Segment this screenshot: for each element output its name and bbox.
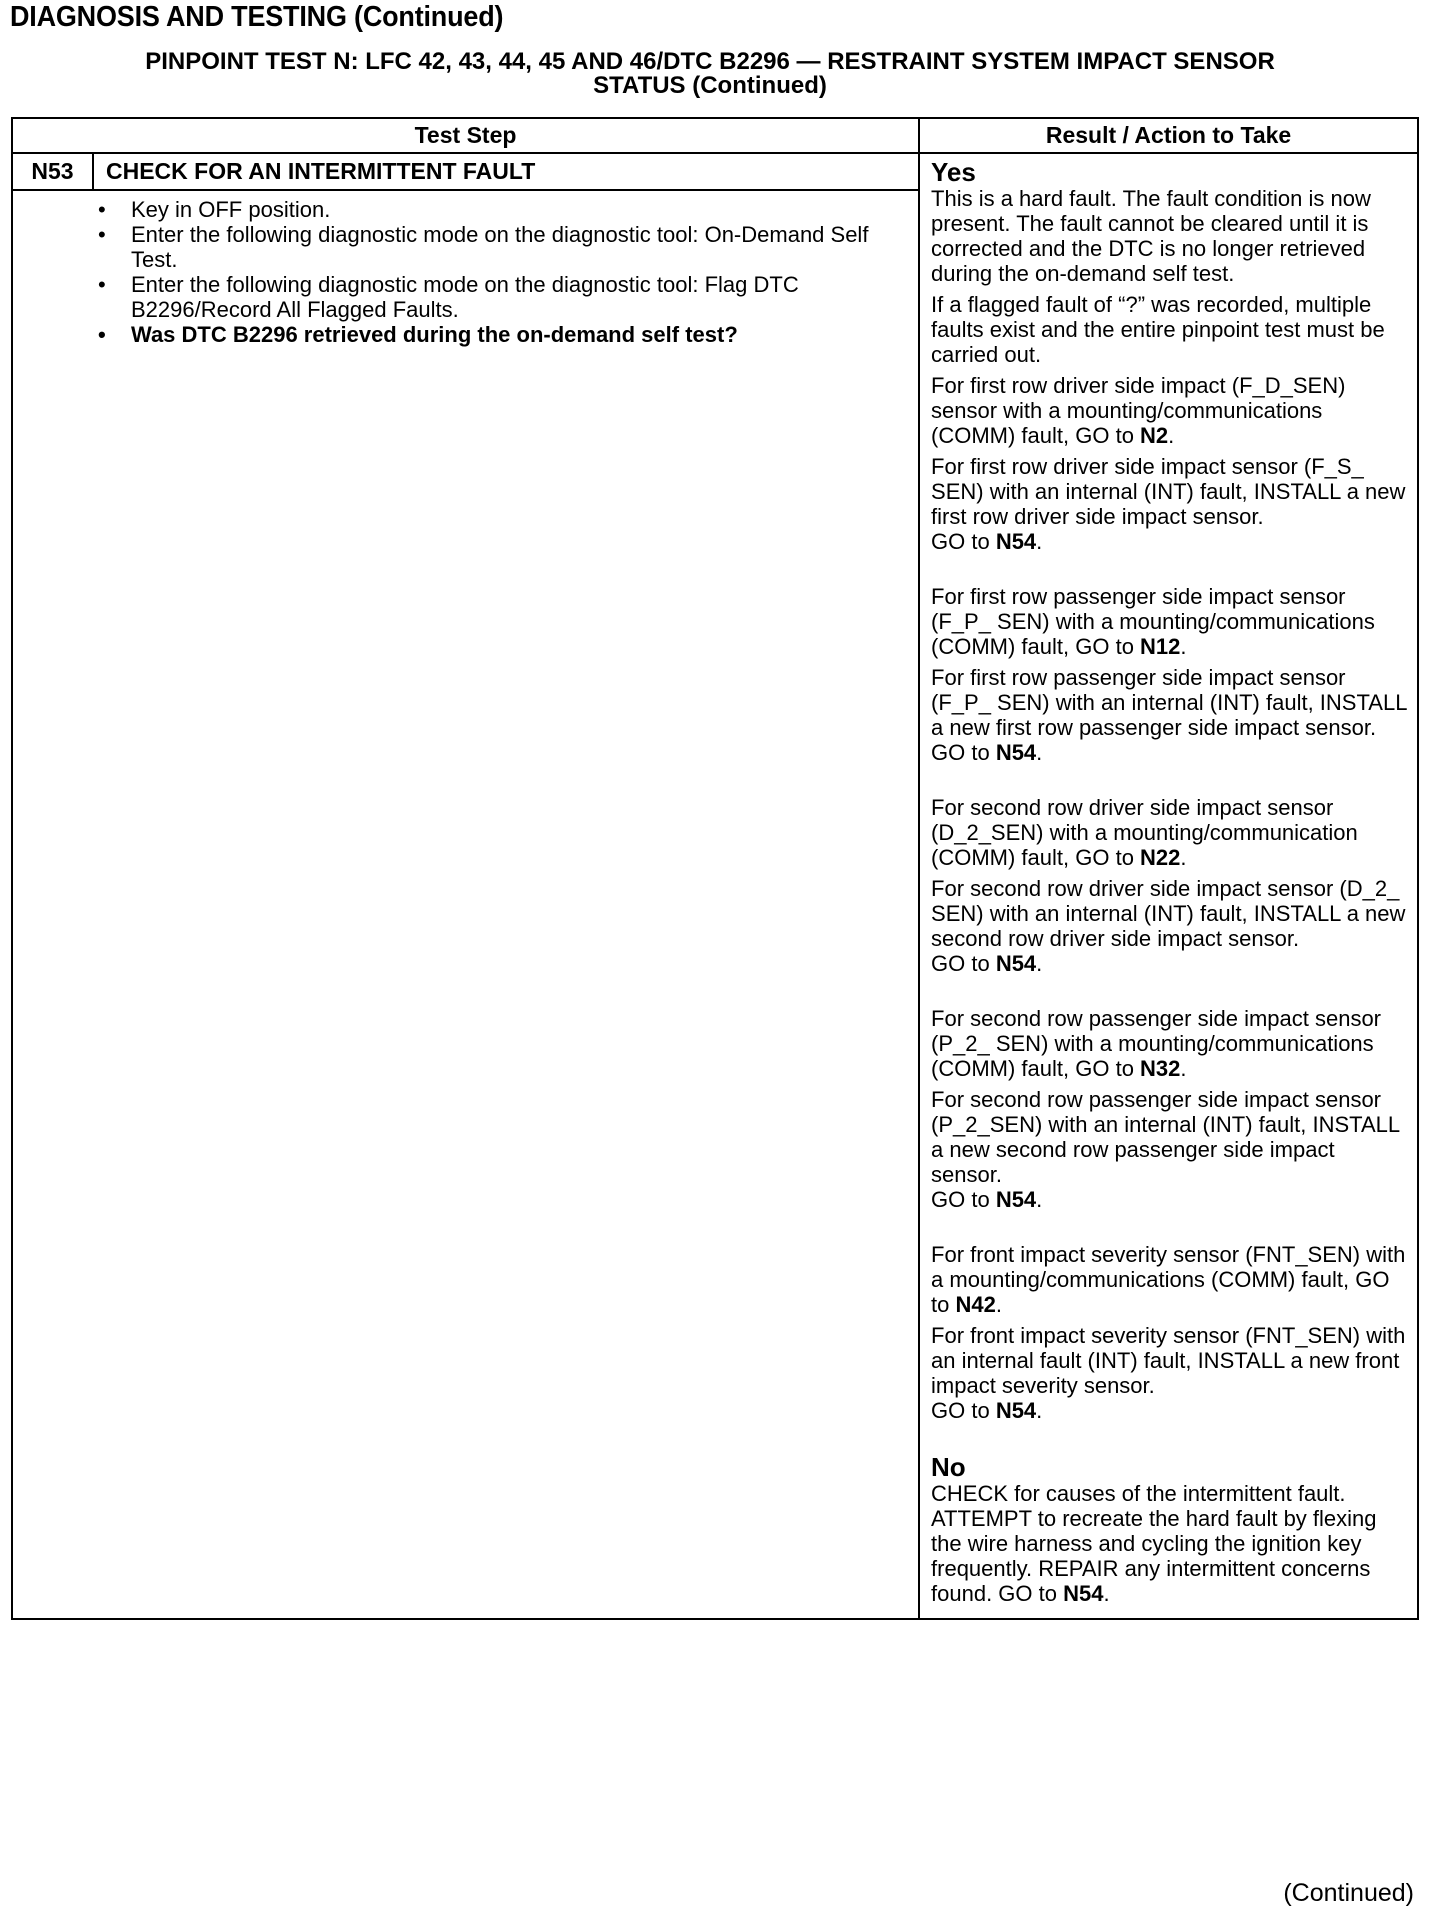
- goto-text: GO to: [931, 740, 996, 765]
- goto-text: GO to: [931, 1398, 996, 1423]
- yes-result-paragraph: [931, 1087, 1411, 1212]
- instruction-item: • Key in OFF position.: [93, 197, 908, 222]
- step-instructions: [93, 190, 919, 1619]
- yes-result-paragraph: [931, 1006, 1411, 1081]
- result-text: For front impact severity sensor (FNT_SEN) with a mounting/communications (COMM) fault, GO to: [931, 1242, 1406, 1317]
- step-reference: N54: [995, 1187, 1037, 1212]
- result-tail: .: [1180, 1056, 1187, 1081]
- step-reference: N54: [995, 740, 1037, 765]
- yes-results: [931, 186, 1411, 1423]
- step-reference: N54: [995, 1398, 1037, 1423]
- goto-text: GO to: [931, 951, 996, 976]
- instruction-question: • Was DTC B2296 retrieved during the on-demand self test?: [93, 322, 908, 347]
- result-cell: [919, 153, 1418, 1619]
- test-title-line1: PINPOINT TEST N: LFC 42, 43, 44, 45 AND 46/DTC B2296 — RESTRAINT SYSTEM IMPACT SENSOR: [145, 48, 1275, 75]
- result-tail: .: [1036, 1187, 1043, 1212]
- result-text: This is a hard fault. The fault condition is now present. The fault cannot be cleared until it is corrected and the DTC is no longer retrieved during the on-demand self test.: [931, 186, 1371, 286]
- step-reference: N12: [1140, 634, 1181, 659]
- pinpoint-test-title: [10, 50, 1410, 98]
- result-tail: .: [995, 1292, 1002, 1317]
- result-text: For second row passenger side impact sensor (P_2_SEN) with an internal (INT) fault, INSTALL a new second row passenger side impact sensor.: [931, 1087, 1400, 1187]
- result-text: For first row driver side impact sensor (F_S_ SEN) with an internal (INT) fault, INSTALL a new first row driver side impact sensor.: [931, 454, 1406, 529]
- test-title-line2: STATUS (Continued): [593, 72, 827, 99]
- yes-result-paragraph: [931, 292, 1411, 367]
- instruction-item: • Enter the following diagnostic mode on the diagnostic tool: Flag DTC B2296/Record All Flagged Faults.: [93, 272, 908, 322]
- yes-result-paragraph: [931, 186, 1411, 286]
- step-name: CHECK FOR AN INTERMITTENT FAULT: [93, 153, 919, 190]
- result-tail: .: [1036, 1398, 1043, 1423]
- step-reference: N2: [1140, 423, 1169, 448]
- step-reference: N54: [995, 529, 1037, 554]
- pinpoint-test-table: [11, 117, 1419, 1620]
- goto-text: GO to: [931, 1187, 996, 1212]
- header-result-action: Result / Action to Take: [919, 118, 1418, 153]
- result-text: For second row passenger side impact sensor (P_2_ SEN) with a mounting/communications (COMM) fault, GO to: [931, 1006, 1382, 1081]
- result-tail: .: [1168, 423, 1175, 448]
- page-heading: DIAGNOSIS AND TESTING (Continued): [10, 1, 504, 33]
- no-result-ref: N54: [1063, 1581, 1104, 1606]
- step-reference: N42: [955, 1292, 996, 1317]
- no-result-text: CHECK for causes of the intermittent fault. ATTEMPT to recreate the hard fault by flexing the wire harness and cycling the ignition key frequently. REPAIR any intermittent concerns found. GO to: [931, 1481, 1377, 1606]
- result-tail: .: [1036, 740, 1043, 765]
- instruction-list: [93, 197, 908, 347]
- table-header-row: [12, 118, 1418, 153]
- result-tail: .: [1180, 634, 1187, 659]
- result-text: For second row driver side impact sensor (D_2_ SEN) with an internal (INT) fault, INSTALL a new second row driver side impact sensor.: [931, 876, 1406, 951]
- result-text: For front impact severity sensor (FNT_SEN) with an internal fault (INT) fault, INSTALL a new front impact severity sensor.: [931, 1323, 1406, 1398]
- result-text: If a flagged fault of “?” was recorded, multiple faults exist and the entire pinpoint test must be carried out.: [931, 292, 1385, 367]
- result-text: For first row passenger side impact sensor (F_P_ SEN) with a mounting/communications (COMM) fault, GO to: [931, 584, 1375, 659]
- result-tail: .: [1180, 845, 1187, 870]
- instruction-item: • Enter the following diagnostic mode on the diagnostic tool: On-Demand Self Test.: [93, 222, 908, 272]
- no-result: [931, 1481, 1411, 1606]
- step-id-blank: [12, 190, 93, 1619]
- result-text: For first row passenger side impact sensor (F_P_ SEN) with an internal (INT) fault, INSTALL a new first row passenger side impact sensor.: [931, 665, 1407, 740]
- step-id: N53: [12, 153, 93, 190]
- result-tail: .: [1036, 529, 1043, 554]
- no-result-tail: .: [1103, 1581, 1110, 1606]
- result-tail: .: [1036, 951, 1043, 976]
- goto-text: GO to: [931, 529, 996, 554]
- yes-result-paragraph: [931, 665, 1411, 765]
- yes-result-paragraph: [931, 876, 1411, 976]
- yes-result-paragraph: [931, 373, 1411, 448]
- header-test-step: Test Step: [12, 118, 919, 153]
- yes-result-paragraph: [931, 795, 1411, 870]
- step-reference: N32: [1140, 1056, 1181, 1081]
- continued-footer: (Continued): [1283, 1879, 1414, 1907]
- no-label: No: [931, 1452, 966, 1482]
- step-reference: N54: [995, 951, 1037, 976]
- yes-result-paragraph: [931, 584, 1411, 659]
- step-title-row: [12, 153, 1418, 190]
- result-text: For first row driver side impact (F_D_SEN) sensor with a mounting/communications (COMM) fault, GO to: [931, 373, 1346, 448]
- step-reference: N22: [1140, 845, 1181, 870]
- result-text: For second row driver side impact sensor (D_2_SEN) with a mounting/communication (COMM) fault, GO to: [931, 795, 1358, 870]
- yes-result-paragraph: [931, 1242, 1411, 1317]
- yes-result-paragraph: [931, 454, 1411, 554]
- yes-result-paragraph: [931, 1323, 1411, 1423]
- yes-label: Yes: [931, 157, 976, 187]
